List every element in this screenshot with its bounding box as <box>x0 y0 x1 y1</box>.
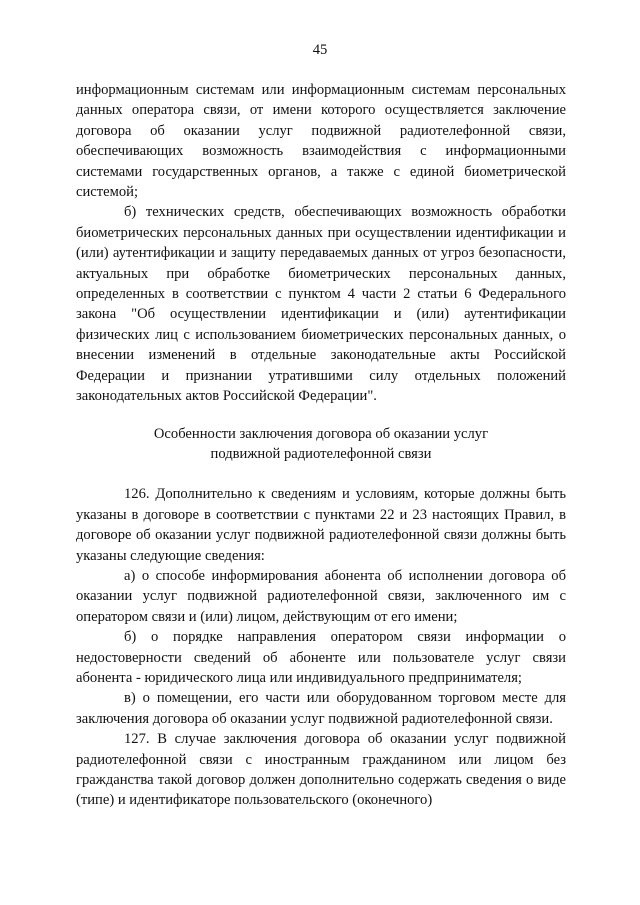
paragraph-126-a: а) о способе информирования абонента об исполнении договора об оказании услуг подвижной радиотелефонной связи, заключенного им с оператором связи и (или) лицом, действующим от его имени; <box>76 567 566 625</box>
paragraph-126-c: в) о помещении, его части или оборудованном торговом месте для заключения договора об оказании услуг подвижной радиотелефонной связи. <box>76 690 566 727</box>
page-number: 45 <box>312 42 328 58</box>
paragraph-continuation: информационным системам или информационным системам персональных данных оператора связи, от имени которого осуществляется заключение договора об оказании услуг подвижной радиотелефонной связи, обеспечивающих возможность взаимодействия с информационными системами государственных органов, а также с единой биометрической системой; <box>76 82 566 201</box>
section-heading <box>76 424 566 465</box>
paragraph-item-b: б) технических средств, обеспечивающих возможность обработки биометрических персональных данных при осуществлении идентификации и (или) аутентификации и защиту передаваемых данных от угроз безопасности, актуальных при обработке биометрических персональных данных, определенных в соответствии с пунктом 4 части 2 статьи 6 Федерального закона "Об осуществлении идентификации и (или) аутентификации физических лиц с использованием биометрических персональных данных, о внесении изменений в отдельные законодательные акты Российской Федерации и признании утратившими силу отдельных положений законодательных актов Российской Федерации". <box>76 204 566 405</box>
section-heading-line-1: Особенности заключения договора об оказании услуг <box>153 425 489 442</box>
paragraph-126-b: б) о порядке направления оператором связи информации о недостоверности сведений об абоненте или пользователе услуг связи абонента - юридического лица или индивидуального предпринимателя; <box>76 629 566 686</box>
section-heading-line-2: подвижной радиотелефонной связи <box>210 445 432 462</box>
paragraph-126: 126. Дополнительно к сведениям и условиям, которые должны быть указаны в договоре в соответствии с пунктами 22 и 23 настоящих Правил, в договоре об оказании услуг подвижной радиотелефонной связи должны быть указаны следующие сведения: <box>76 486 566 564</box>
paragraph-127: 127. В случае заключения договора об оказании услуг подвижной радиотелефонной связи с иностранным гражданином или лицом без гражданства такой договор должен дополнительно содержать сведения о виде (типе) и идентификаторе пользовательского (оконечного) <box>76 731 566 809</box>
document-body <box>76 80 566 811</box>
